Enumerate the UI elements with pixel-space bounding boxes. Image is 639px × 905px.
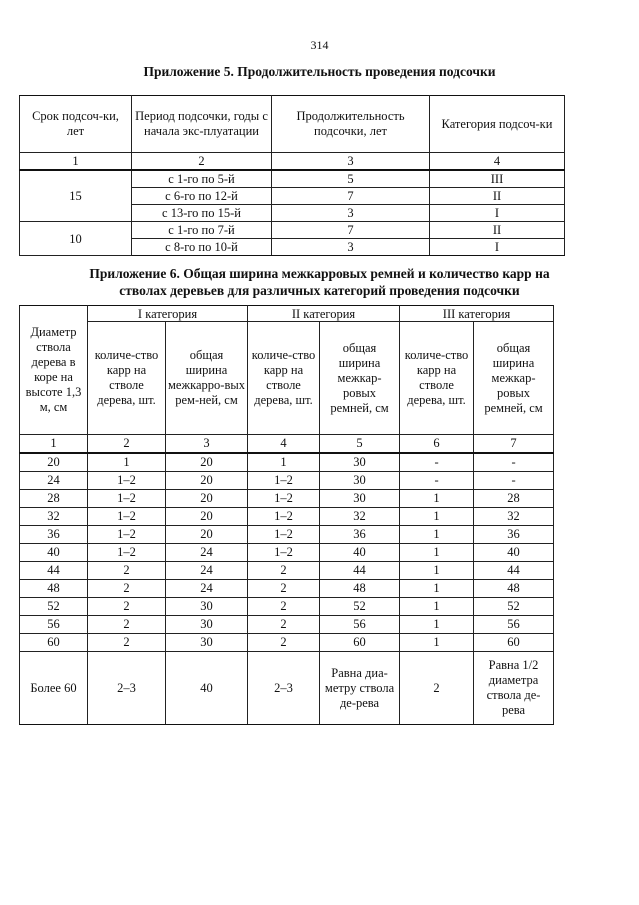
t6-col-number: 6 [400, 435, 474, 454]
t6-cell: 28 [20, 490, 88, 508]
page-number: 314 [310, 38, 329, 52]
table-row [20, 580, 554, 598]
t6-cell: 2 [88, 580, 166, 598]
t6-cell: 56 [320, 616, 400, 634]
t6-cell: 2 [88, 598, 166, 616]
t6-cell: 44 [474, 562, 554, 580]
t6-cell: 30 [166, 634, 248, 652]
t6-cell: 1 [248, 453, 320, 472]
t6-cell: 60 [320, 634, 400, 652]
t6-cell: 52 [20, 598, 88, 616]
table-row [20, 634, 554, 652]
table6-title [0, 265, 639, 299]
t6-cell: 1 [400, 544, 474, 562]
t6-cell: 1–2 [88, 508, 166, 526]
t5-header-category: Категория подсоч-ки [430, 96, 565, 153]
t6-cell: - [400, 453, 474, 472]
t6-subheader-count: количе-ство карр на стволе дерева, шт. [88, 322, 166, 435]
t6-cell: 2 [248, 634, 320, 652]
t5-period-cell: с 6-го по 12-й [132, 188, 272, 205]
t6-header-diameter: Диаметр ствола дерева в коре на высоте 1,3 м, см [20, 306, 88, 435]
t6-cell: 32 [20, 508, 88, 526]
t6-cell: 36 [474, 526, 554, 544]
t6-cell: 1 [400, 580, 474, 598]
t5-header-period: Период подсочки, годы с начала экс-плуатации [132, 96, 272, 153]
t5-category-cell: III [430, 170, 565, 188]
t6-subheader-width: общая ширина межкарро-вых рем-ней, см [166, 322, 248, 435]
t5-category-cell: II [430, 222, 565, 239]
t6-col-number: 4 [248, 435, 320, 454]
t5-col-number: 1 [20, 153, 132, 171]
t6-cell: 1 [400, 616, 474, 634]
t6-cell: 1 [400, 490, 474, 508]
t6-cell: - [474, 453, 554, 472]
t6-cell: 1–2 [248, 544, 320, 562]
t6-cell: 40 [20, 544, 88, 562]
table-row [20, 508, 554, 526]
t6-cell: 2–3 [248, 652, 320, 725]
t6-cell: 40 [474, 544, 554, 562]
t6-cell: 60 [474, 634, 554, 652]
table-row [20, 472, 554, 490]
t6-cell: 2–3 [88, 652, 166, 725]
t6-cell: 20 [166, 453, 248, 472]
t6-cell: 30 [320, 490, 400, 508]
t5-period-cell: с 1-го по 7-й [132, 222, 272, 239]
t6-cell: 1–2 [248, 526, 320, 544]
t6-subheader-count: количе-ство карр на стволе дерева, шт. [248, 322, 320, 435]
table-row [20, 652, 554, 725]
t6-cell: 20 [166, 526, 248, 544]
t6-cell: 32 [320, 508, 400, 526]
t6-cell: 1–2 [88, 472, 166, 490]
t6-cell: 52 [320, 598, 400, 616]
t6-cell: 48 [320, 580, 400, 598]
t6-cell: 1 [400, 598, 474, 616]
t5-term-cell: 10 [20, 222, 132, 256]
t6-cell: - [400, 472, 474, 490]
t6-header-category-2: II категория [248, 306, 400, 322]
table-row [20, 598, 554, 616]
t5-category-cell: I [430, 205, 565, 222]
table5-title: Приложение 5. Продолжительность проведения подсочки [143, 64, 496, 79]
t6-cell: 24 [166, 544, 248, 562]
t5-category-cell: II [430, 188, 565, 205]
t5-col-number: 4 [430, 153, 565, 171]
t6-col-number: 3 [166, 435, 248, 454]
t5-col-number: 3 [272, 153, 430, 171]
t5-term-cell: 15 [20, 170, 132, 222]
t6-cell: 1–2 [248, 472, 320, 490]
t6-col-number: 7 [474, 435, 554, 454]
t6-cell: 2 [400, 652, 474, 725]
t5-period-cell: с 8-го по 10-й [132, 239, 272, 256]
t6-cell: 1–2 [248, 490, 320, 508]
t6-col-number: 1 [20, 435, 88, 454]
t6-cell: 20 [166, 508, 248, 526]
table-row [20, 526, 554, 544]
t6-cell: 30 [320, 453, 400, 472]
t5-duration-cell: 3 [272, 205, 430, 222]
t6-cell: 52 [474, 598, 554, 616]
t6-cell: 1–2 [88, 490, 166, 508]
t6-cell: Равна 1/2 диаметра ствола де-рева [474, 652, 554, 725]
t5-duration-cell: 7 [272, 222, 430, 239]
t6-cell: 24 [20, 472, 88, 490]
t6-cell: 2 [88, 562, 166, 580]
t6-cell: 2 [248, 616, 320, 634]
t6-cell: 30 [320, 472, 400, 490]
t6-cell: 2 [248, 580, 320, 598]
t6-subheader-width: общая ширина межкар-ровых ремней, см [474, 322, 554, 435]
table5 [19, 95, 565, 256]
t6-cell: 2 [248, 562, 320, 580]
t6-cell: 40 [320, 544, 400, 562]
t5-period-cell: с 13-го по 15-й [132, 205, 272, 222]
table-row [20, 453, 554, 472]
t5-period-cell: с 1-го по 5-й [132, 170, 272, 188]
t6-cell: 36 [20, 526, 88, 544]
t6-cell: 2 [88, 634, 166, 652]
t6-cell: 36 [320, 526, 400, 544]
t6-cell: 28 [474, 490, 554, 508]
t6-cell: 44 [20, 562, 88, 580]
t6-subheader-width: общая ширина межкар-ровых ремней, см [320, 322, 400, 435]
table6-title-line2: стволах деревьев для различных категорий проведения подсочки [119, 283, 520, 298]
t6-cell: 1 [88, 453, 166, 472]
t6-cell: 48 [20, 580, 88, 598]
t6-cell: 1–2 [88, 526, 166, 544]
t6-cell: 60 [20, 634, 88, 652]
t6-cell: - [474, 472, 554, 490]
t6-cell: 56 [20, 616, 88, 634]
t6-cell: 24 [166, 562, 248, 580]
t6-cell: 44 [320, 562, 400, 580]
t5-duration-cell: 5 [272, 170, 430, 188]
table-row [20, 170, 565, 188]
t5-header-duration: Продолжительность подсочки, лет [272, 96, 430, 153]
t6-cell: 1–2 [88, 544, 166, 562]
t6-cell: 1 [400, 526, 474, 544]
t6-cell: 1 [400, 562, 474, 580]
t6-cell: Равна диа-метру ствола де-рева [320, 652, 400, 725]
table-row [20, 222, 565, 239]
t6-header-category-1: I категория [88, 306, 248, 322]
t5-duration-cell: 3 [272, 239, 430, 256]
t6-cell: 20 [166, 472, 248, 490]
table-row [20, 562, 554, 580]
t6-cell: 30 [166, 598, 248, 616]
table6-title-line1: Приложение 6. Общая ширина межкарровых ремней и количество карр на [89, 266, 550, 281]
table-row [20, 544, 554, 562]
t6-cell: 30 [166, 616, 248, 634]
t6-cell: 20 [166, 490, 248, 508]
t5-header-term: Срок подсоч-ки, лет [20, 96, 132, 153]
table-row [20, 490, 554, 508]
t6-cell: 20 [20, 453, 88, 472]
t6-cell: 2 [88, 616, 166, 634]
t6-cell: 48 [474, 580, 554, 598]
t5-category-cell: I [430, 239, 565, 256]
t6-cell: 2 [248, 598, 320, 616]
t6-cell: Более 60 [20, 652, 88, 725]
table-row [20, 616, 554, 634]
t6-cell: 1 [400, 508, 474, 526]
t6-cell: 32 [474, 508, 554, 526]
t5-col-number: 2 [132, 153, 272, 171]
t6-header-category-3: III категория [400, 306, 554, 322]
t6-cell: 56 [474, 616, 554, 634]
t6-col-number: 2 [88, 435, 166, 454]
t6-cell: 40 [166, 652, 248, 725]
table6 [19, 305, 554, 725]
t6-subheader-count: количе-ство карр на стволе дерева, шт. [400, 322, 474, 435]
t5-duration-cell: 7 [272, 188, 430, 205]
t6-cell: 1–2 [248, 508, 320, 526]
t6-col-number: 5 [320, 435, 400, 454]
t6-cell: 24 [166, 580, 248, 598]
t6-cell: 1 [400, 634, 474, 652]
